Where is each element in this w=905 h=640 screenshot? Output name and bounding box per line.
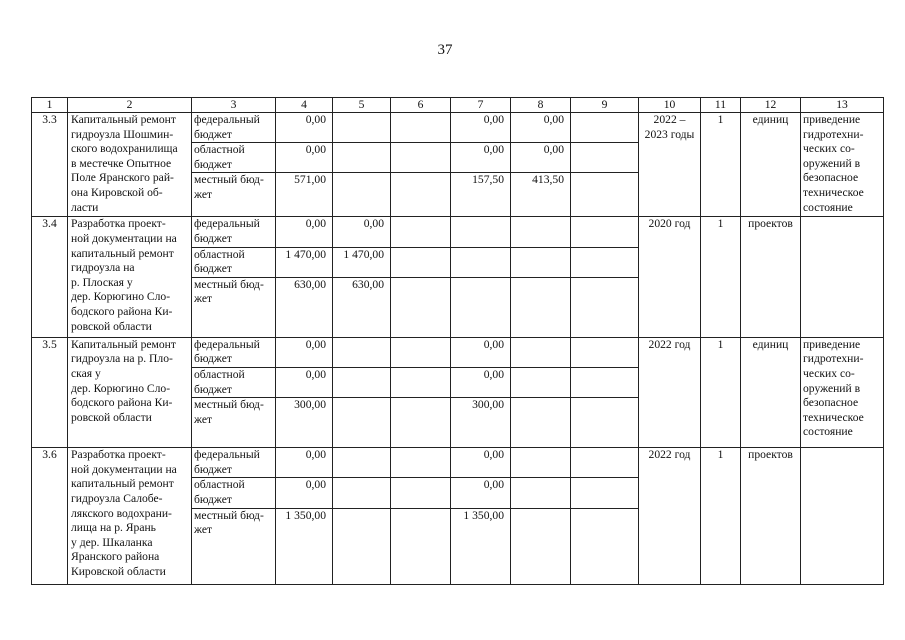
text-line: 2022 год (648, 337, 691, 351)
text-line: бюджет (194, 157, 232, 171)
column-header: 12 (741, 98, 801, 113)
value-cell (511, 448, 571, 478)
text-line: 2022 год (648, 448, 691, 462)
period-cell (639, 217, 701, 337)
text-line: федеральный (194, 448, 260, 462)
value-cell (391, 398, 451, 448)
row-id-cell: 3.6 (32, 448, 68, 584)
text-line: гидроузла Салобе- (71, 491, 163, 505)
value-cell: 0,00 (276, 478, 333, 508)
value-cell: 0,00 (276, 448, 333, 478)
text-line: гидроузла Шошмин- (71, 127, 174, 141)
unit-cell: проектов (741, 448, 801, 584)
value-cell: 0,00 (333, 217, 391, 247)
value-cell (451, 217, 511, 247)
column-header: 3 (192, 98, 276, 113)
value-cell (571, 478, 639, 508)
result-cell (801, 448, 884, 584)
text-line: областной (194, 247, 245, 261)
value-cell: 413,50 (511, 173, 571, 217)
value-cell (391, 508, 451, 584)
value-cell (391, 448, 451, 478)
value-cell (571, 337, 639, 367)
text-line: ческих со- (803, 142, 855, 156)
column-header: 9 (571, 98, 639, 113)
value-cell (391, 173, 451, 217)
row-id-cell: 3.4 (32, 217, 68, 337)
value-cell (333, 448, 391, 478)
text-line: 2022 – (653, 113, 686, 126)
text-line: Разработка проект- (71, 217, 166, 231)
count-cell: 1 (701, 337, 741, 447)
text-line: жет (194, 292, 213, 306)
text-line: ровской области (71, 410, 152, 424)
text-line: Капитальный ремонт (71, 337, 176, 351)
text-line: жет (194, 412, 213, 426)
table-row (32, 217, 884, 247)
text-line: ровской области (71, 319, 152, 333)
budget-source-cell (192, 143, 276, 173)
table-row (32, 448, 884, 478)
value-cell: 571,00 (276, 173, 333, 217)
text-line: капитальный ремонт (71, 246, 174, 260)
text-line: федеральный (194, 337, 260, 351)
period-cell (639, 113, 701, 217)
value-cell (391, 247, 451, 277)
row-name-cell (68, 337, 192, 447)
value-cell (333, 508, 391, 584)
value-cell (511, 398, 571, 448)
value-cell (333, 113, 391, 143)
column-header: 4 (276, 98, 333, 113)
column-header: 1 (32, 98, 68, 113)
value-cell (451, 247, 511, 277)
row-name-cell (68, 217, 192, 337)
value-cell: 0,00 (511, 113, 571, 143)
column-header: 6 (391, 98, 451, 113)
value-cell: 0,00 (276, 367, 333, 397)
row-id-cell: 3.3 (32, 113, 68, 217)
text-line: ной документации на (71, 462, 177, 476)
column-header: 10 (639, 98, 701, 113)
text-line: капитальный ремонт (71, 477, 174, 491)
text-line: местный бюд- (194, 173, 264, 187)
text-line: гидротехни- (803, 127, 864, 141)
budget-source-cell (192, 448, 276, 478)
column-header: 13 (801, 98, 884, 113)
value-cell (511, 367, 571, 397)
row-id-cell: 3.5 (32, 337, 68, 447)
value-cell: 1 350,00 (451, 508, 511, 584)
text-line: бюджет (194, 352, 232, 366)
value-cell (391, 143, 451, 173)
result-cell (801, 337, 884, 447)
value-cell (511, 478, 571, 508)
text-line: Кировской области (71, 564, 166, 578)
text-line: бюджет (194, 127, 232, 141)
count-cell: 1 (701, 448, 741, 584)
text-line: 2023 годы (644, 127, 695, 141)
table-row (32, 337, 884, 367)
period-cell (639, 448, 701, 584)
value-cell: 1 350,00 (276, 508, 333, 584)
budget-source-cell (192, 478, 276, 508)
row-name-cell (68, 113, 192, 217)
text-line: ласти (71, 200, 99, 214)
unit-cell: единиц (741, 113, 801, 217)
value-cell: 0,00 (276, 337, 333, 367)
budget-source-cell (192, 277, 276, 337)
value-cell (571, 508, 639, 584)
text-line: гидроузла на (71, 261, 135, 275)
value-cell: 630,00 (333, 277, 391, 337)
text-line: р. Плоская у (71, 275, 133, 289)
budget-source-cell (192, 508, 276, 584)
count-cell: 1 (701, 113, 741, 217)
budget-source-cell (192, 217, 276, 247)
text-line: областной (194, 143, 245, 157)
value-cell: 0,00 (451, 478, 511, 508)
text-line: лякского водохрани- (71, 506, 172, 520)
text-line: бодского района Ки- (71, 304, 173, 318)
data-table (31, 97, 884, 585)
text-line: Яранского района (71, 550, 160, 564)
value-cell (571, 277, 639, 337)
text-line: Капитальный ремонт (71, 113, 176, 126)
text-line: у дер. Шкаланка (71, 535, 153, 549)
value-cell (391, 217, 451, 247)
text-line: местный бюд- (194, 277, 264, 291)
column-header: 5 (333, 98, 391, 113)
text-line: приведение (803, 337, 861, 351)
unit-cell: единиц (741, 337, 801, 447)
header-row (32, 98, 884, 113)
text-line: бюджет (194, 382, 232, 396)
value-cell (571, 113, 639, 143)
value-cell (511, 337, 571, 367)
budget-source-cell (192, 247, 276, 277)
value-cell: 300,00 (451, 398, 511, 448)
value-cell (333, 478, 391, 508)
budget-source-cell (192, 173, 276, 217)
value-cell: 1 470,00 (276, 247, 333, 277)
text-line: бюджет (194, 462, 232, 476)
column-header: 2 (68, 98, 192, 113)
value-cell (511, 508, 571, 584)
value-cell: 0,00 (511, 143, 571, 173)
text-line: лища на р. Ярань (71, 521, 156, 535)
page-number: 37 (437, 42, 453, 58)
value-cell (333, 173, 391, 217)
text-line: она Кировской об- (71, 185, 163, 199)
value-cell: 0,00 (451, 337, 511, 367)
value-cell (391, 337, 451, 367)
value-cell (391, 113, 451, 143)
value-cell: 157,50 (451, 173, 511, 217)
period-cell (639, 337, 701, 447)
value-cell: 0,00 (451, 143, 511, 173)
result-cell (801, 113, 884, 217)
text-line: состояние (803, 425, 853, 439)
value-cell: 0,00 (451, 367, 511, 397)
text-line: техническое (803, 410, 864, 424)
value-cell (333, 398, 391, 448)
text-line: бюджет (194, 262, 232, 276)
unit-cell: проектов (741, 217, 801, 337)
table-row (32, 113, 884, 143)
value-cell (511, 247, 571, 277)
text-line: состояние (803, 200, 853, 214)
text-line: жет (194, 523, 213, 537)
text-line: бюджет (194, 231, 232, 245)
text-line: бюджет (194, 492, 232, 506)
value-cell (391, 277, 451, 337)
value-cell: 0,00 (276, 143, 333, 173)
value-cell (451, 277, 511, 337)
text-line: 2020 год (648, 217, 691, 231)
value-cell: 300,00 (276, 398, 333, 448)
text-line: жет (194, 187, 213, 201)
text-line: оружений в (803, 156, 861, 170)
value-cell (571, 448, 639, 478)
value-cell: 0,00 (276, 217, 333, 247)
text-line: областной (194, 478, 245, 492)
value-cell (333, 337, 391, 367)
text-line: дер. Корюгино Сло- (71, 381, 171, 395)
value-cell (333, 367, 391, 397)
text-line: областной (194, 367, 245, 381)
value-cell (511, 217, 571, 247)
text-line: приведение (803, 113, 861, 126)
text-line: местный бюд- (194, 398, 264, 412)
value-cell: 1 470,00 (333, 247, 391, 277)
value-cell: 630,00 (276, 277, 333, 337)
budget-source-cell (192, 367, 276, 397)
value-cell (571, 217, 639, 247)
text-line: местный бюд- (194, 508, 264, 522)
count-cell: 1 (701, 217, 741, 337)
value-cell (511, 277, 571, 337)
value-cell: 0,00 (276, 113, 333, 143)
value-cell (571, 173, 639, 217)
budget-source-cell (192, 113, 276, 143)
column-header: 11 (701, 98, 741, 113)
budget-source-cell (192, 398, 276, 448)
text-line: техническое (803, 185, 864, 199)
value-cell (571, 367, 639, 397)
value-cell (391, 367, 451, 397)
text-line: безопасное (803, 396, 859, 410)
value-cell (333, 143, 391, 173)
value-cell (391, 478, 451, 508)
text-line: гидроузла на р. Пло- (71, 352, 173, 366)
value-cell: 0,00 (451, 448, 511, 478)
text-line: ческих со- (803, 366, 855, 380)
value-cell (571, 247, 639, 277)
text-line: гидротехни- (803, 352, 864, 366)
value-cell (571, 143, 639, 173)
column-header: 7 (451, 98, 511, 113)
text-line: бодского района Ки- (71, 396, 173, 410)
text-line: Разработка проект- (71, 448, 166, 462)
text-line: дер. Корюгино Сло- (71, 290, 171, 304)
budget-source-cell (192, 337, 276, 367)
text-line: федеральный (194, 113, 260, 126)
result-cell (801, 217, 884, 337)
column-header: 8 (511, 98, 571, 113)
text-line: Поле Яранского рай- (71, 171, 174, 185)
text-line: безопасное (803, 171, 859, 185)
value-cell (571, 398, 639, 448)
row-name-cell (68, 448, 192, 584)
text-line: федеральный (194, 217, 260, 231)
text-line: ская у (71, 366, 101, 380)
text-line: ной документации на (71, 231, 177, 245)
text-line: ского водохранилища (71, 142, 178, 156)
text-line: в местечке Опытное (71, 156, 172, 170)
text-line: оружений в (803, 381, 861, 395)
value-cell: 0,00 (451, 113, 511, 143)
